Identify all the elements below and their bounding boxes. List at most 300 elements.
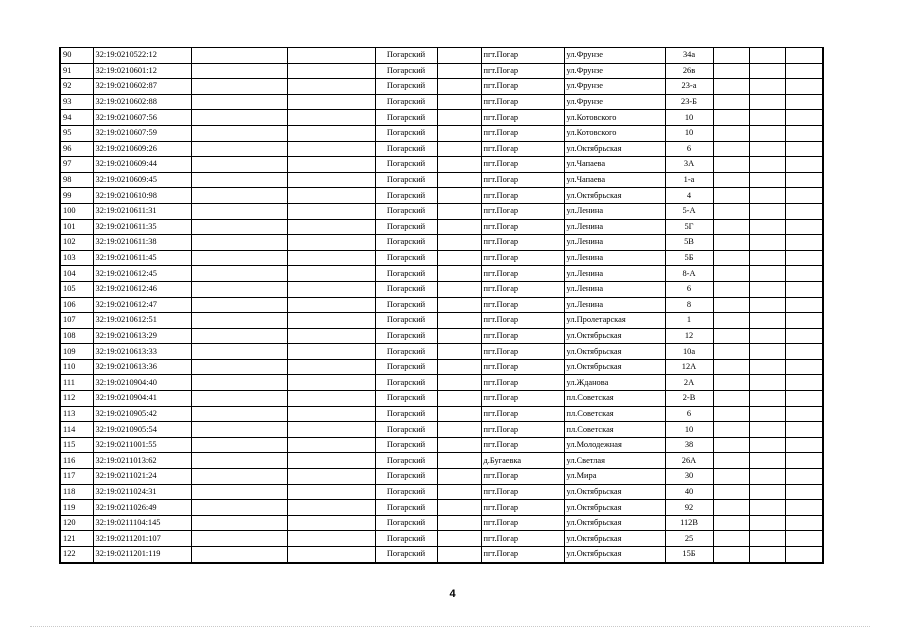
empty-cell [713, 219, 749, 235]
empty-cell [785, 172, 823, 188]
table-row [60, 297, 823, 313]
settlement-cell: пгт.Погар [481, 219, 564, 235]
empty-cell [785, 531, 823, 547]
empty-cell [191, 391, 287, 407]
house-number-cell: 10 [665, 110, 713, 126]
empty-cell [437, 344, 481, 360]
empty-cell [437, 203, 481, 219]
house-number-cell: 25 [665, 531, 713, 547]
empty-cell [749, 453, 785, 469]
district-cell: Погарский [375, 219, 437, 235]
empty-cell [287, 203, 375, 219]
empty-cell [437, 359, 481, 375]
house-number-cell: 38 [665, 437, 713, 453]
table-row [60, 63, 823, 79]
empty-cell [437, 250, 481, 266]
house-number-cell: 26А [665, 453, 713, 469]
empty-cell [785, 219, 823, 235]
row-number-cell: 117 [60, 469, 93, 485]
row-number-cell: 113 [60, 406, 93, 422]
table-row [60, 391, 823, 407]
empty-cell [713, 391, 749, 407]
settlement-cell: пгт.Погар [481, 469, 564, 485]
house-number-cell: 26в [665, 63, 713, 79]
empty-cell [785, 547, 823, 563]
table-row [60, 110, 823, 126]
empty-cell [287, 547, 375, 563]
settlement-cell: пгт.Погар [481, 125, 564, 141]
table-row [60, 531, 823, 547]
empty-cell [287, 94, 375, 110]
empty-cell [437, 235, 481, 251]
empty-cell [785, 79, 823, 95]
empty-cell [713, 515, 749, 531]
row-number-cell: 105 [60, 281, 93, 297]
street-cell: ул.Октябрьская [564, 547, 665, 563]
settlement-cell: пгт.Погар [481, 313, 564, 329]
row-number-cell: 122 [60, 547, 93, 563]
cadastral-number-cell: 32:19:0210905:54 [93, 422, 191, 438]
district-cell: Погарский [375, 110, 437, 126]
empty-cell [785, 110, 823, 126]
district-cell: Погарский [375, 422, 437, 438]
row-number-cell: 114 [60, 422, 93, 438]
cadastral-number-cell: 32:19:0211201:119 [93, 547, 191, 563]
district-cell: Погарский [375, 63, 437, 79]
row-number-cell: 104 [60, 266, 93, 282]
empty-cell [749, 266, 785, 282]
table-row [60, 406, 823, 422]
empty-cell [713, 344, 749, 360]
empty-cell [713, 437, 749, 453]
settlement-cell: пгт.Погар [481, 94, 564, 110]
house-number-cell: 5Б [665, 250, 713, 266]
district-cell: Погарский [375, 500, 437, 516]
empty-cell [191, 515, 287, 531]
cadastral-number-cell: 32:19:0210611:45 [93, 250, 191, 266]
settlement-cell: пгт.Погар [481, 110, 564, 126]
empty-cell [287, 391, 375, 407]
cadastral-number-cell: 32:19:0210612:47 [93, 297, 191, 313]
cadastral-number-cell: 32:19:0210607:56 [93, 110, 191, 126]
empty-cell [713, 188, 749, 204]
street-cell: пл.Советская [564, 391, 665, 407]
street-cell: ул.Ленина [564, 281, 665, 297]
empty-cell [437, 125, 481, 141]
street-cell: ул.Фрунзе [564, 63, 665, 79]
settlement-cell: д.Бугаевка [481, 453, 564, 469]
empty-cell [713, 79, 749, 95]
empty-cell [287, 375, 375, 391]
empty-cell [749, 344, 785, 360]
empty-cell [437, 266, 481, 282]
empty-cell [713, 235, 749, 251]
district-cell: Погарский [375, 328, 437, 344]
cadastral-number-cell: 32:19:0210611:38 [93, 235, 191, 251]
street-cell: ул.Октябрьская [564, 484, 665, 500]
table-row [60, 141, 823, 157]
empty-cell [191, 172, 287, 188]
house-number-cell: 2-В [665, 391, 713, 407]
settlement-cell: пгт.Погар [481, 437, 564, 453]
row-number-cell: 106 [60, 297, 93, 313]
empty-cell [713, 469, 749, 485]
settlement-cell: пгт.Погар [481, 328, 564, 344]
street-cell: ул.Ленина [564, 219, 665, 235]
empty-cell [437, 515, 481, 531]
empty-cell [437, 281, 481, 297]
row-number-cell: 112 [60, 391, 93, 407]
empty-cell [785, 422, 823, 438]
settlement-cell: пгт.Погар [481, 79, 564, 95]
table-row [60, 328, 823, 344]
empty-cell [713, 157, 749, 173]
cadastral-number-cell: 32:19:0210609:45 [93, 172, 191, 188]
empty-cell [287, 110, 375, 126]
empty-cell [713, 297, 749, 313]
empty-cell [749, 531, 785, 547]
empty-cell [749, 281, 785, 297]
empty-cell [287, 406, 375, 422]
cadastral-number-cell: 32:19:0211026:49 [93, 500, 191, 516]
empty-cell [437, 141, 481, 157]
empty-cell [713, 375, 749, 391]
row-number-cell: 92 [60, 79, 93, 95]
district-cell: Погарский [375, 266, 437, 282]
table-row [60, 266, 823, 282]
district-cell: Погарский [375, 141, 437, 157]
district-cell: Погарский [375, 48, 437, 64]
street-cell: ул.Фрунзе [564, 48, 665, 64]
street-cell: ул.Пролетарская [564, 313, 665, 329]
settlement-cell: пгт.Погар [481, 375, 564, 391]
empty-cell [713, 125, 749, 141]
street-cell: ул.Октябрьская [564, 515, 665, 531]
house-number-cell: 15Б [665, 547, 713, 563]
empty-cell [749, 437, 785, 453]
land-register-table [59, 47, 824, 564]
empty-cell [785, 297, 823, 313]
empty-cell [713, 359, 749, 375]
empty-cell [191, 406, 287, 422]
district-cell: Погарский [375, 406, 437, 422]
empty-cell [437, 531, 481, 547]
empty-cell [713, 328, 749, 344]
empty-cell [191, 422, 287, 438]
empty-cell [191, 110, 287, 126]
district-cell: Погарский [375, 79, 437, 95]
empty-cell [785, 157, 823, 173]
empty-cell [437, 406, 481, 422]
empty-cell [287, 172, 375, 188]
empty-cell [287, 125, 375, 141]
house-number-cell: 3А [665, 157, 713, 173]
empty-cell [287, 188, 375, 204]
house-number-cell: 10 [665, 125, 713, 141]
empty-cell [749, 188, 785, 204]
cadastral-number-cell: 32:19:0211013:62 [93, 453, 191, 469]
table-row [60, 344, 823, 360]
row-number-cell: 107 [60, 313, 93, 329]
street-cell: ул.Ленина [564, 203, 665, 219]
empty-cell [191, 250, 287, 266]
empty-cell [287, 422, 375, 438]
empty-cell [437, 391, 481, 407]
street-cell: ул.Котовского [564, 125, 665, 141]
district-cell: Погарский [375, 250, 437, 266]
cadastral-number-cell: 32:19:0210611:35 [93, 219, 191, 235]
empty-cell [287, 484, 375, 500]
table-row [60, 157, 823, 173]
row-number-cell: 110 [60, 359, 93, 375]
street-cell: ул.Чапаева [564, 157, 665, 173]
empty-cell [191, 359, 287, 375]
empty-cell [191, 328, 287, 344]
district-cell: Погарский [375, 281, 437, 297]
empty-cell [191, 94, 287, 110]
settlement-cell: пгт.Погар [481, 359, 564, 375]
settlement-cell: пгт.Погар [481, 266, 564, 282]
row-number-cell: 103 [60, 250, 93, 266]
row-number-cell: 121 [60, 531, 93, 547]
empty-cell [749, 515, 785, 531]
row-number-cell: 93 [60, 94, 93, 110]
street-cell: ул.Молодежная [564, 437, 665, 453]
district-cell: Погарский [375, 484, 437, 500]
street-cell: ул.Октябрьская [564, 188, 665, 204]
empty-cell [287, 500, 375, 516]
empty-cell [191, 203, 287, 219]
row-number-cell: 111 [60, 375, 93, 391]
house-number-cell: 34а [665, 48, 713, 64]
settlement-cell: пгт.Погар [481, 515, 564, 531]
district-cell: Погарский [375, 235, 437, 251]
table-row [60, 500, 823, 516]
empty-cell [287, 515, 375, 531]
row-number-cell: 95 [60, 125, 93, 141]
table-row [60, 437, 823, 453]
row-number-cell: 108 [60, 328, 93, 344]
house-number-cell: 5В [665, 235, 713, 251]
district-cell: Погарский [375, 437, 437, 453]
empty-cell [713, 313, 749, 329]
cadastral-number-cell: 32:19:0210611:31 [93, 203, 191, 219]
settlement-cell: пгт.Погар [481, 157, 564, 173]
table-row [60, 250, 823, 266]
house-number-cell: 92 [665, 500, 713, 516]
cadastral-number-cell: 32:19:0211001:55 [93, 437, 191, 453]
street-cell: ул.Октябрьская [564, 344, 665, 360]
settlement-cell: пгт.Погар [481, 203, 564, 219]
empty-cell [785, 344, 823, 360]
empty-cell [287, 63, 375, 79]
district-cell: Погарский [375, 375, 437, 391]
empty-cell [785, 406, 823, 422]
empty-cell [191, 375, 287, 391]
empty-cell [713, 547, 749, 563]
row-number-cell: 118 [60, 484, 93, 500]
cadastral-number-cell: 32:19:0210609:44 [93, 157, 191, 173]
empty-cell [437, 313, 481, 329]
cadastral-number-cell: 32:19:0210612:46 [93, 281, 191, 297]
empty-cell [287, 141, 375, 157]
house-number-cell: 8 [665, 297, 713, 313]
table-row [60, 515, 823, 531]
table-row [60, 203, 823, 219]
district-cell: Погарский [375, 547, 437, 563]
street-cell: ул.Октябрьская [564, 359, 665, 375]
table-row [60, 188, 823, 204]
house-number-cell: 30 [665, 469, 713, 485]
empty-cell [191, 547, 287, 563]
settlement-cell: пгт.Погар [481, 344, 564, 360]
house-number-cell: 10 [665, 422, 713, 438]
empty-cell [287, 266, 375, 282]
empty-cell [749, 547, 785, 563]
empty-cell [785, 63, 823, 79]
empty-cell [785, 48, 823, 64]
empty-cell [713, 172, 749, 188]
empty-cell [749, 141, 785, 157]
house-number-cell: 8-А [665, 266, 713, 282]
empty-cell [191, 313, 287, 329]
table-row [60, 125, 823, 141]
street-cell: ул.Ленина [564, 250, 665, 266]
district-cell: Погарский [375, 188, 437, 204]
row-number-cell: 116 [60, 453, 93, 469]
empty-cell [287, 313, 375, 329]
cadastral-number-cell: 32:19:0211021:24 [93, 469, 191, 485]
empty-cell [785, 281, 823, 297]
empty-cell [287, 79, 375, 95]
district-cell: Погарский [375, 359, 437, 375]
empty-cell [437, 297, 481, 313]
empty-cell [437, 547, 481, 563]
empty-cell [785, 125, 823, 141]
empty-cell [713, 500, 749, 516]
street-cell: пл.Советская [564, 422, 665, 438]
page-number: 4 [449, 588, 456, 600]
cadastral-number-cell: 32:19:0211024:31 [93, 484, 191, 500]
cadastral-number-cell: 32:19:0210602:87 [93, 79, 191, 95]
empty-cell [287, 469, 375, 485]
empty-cell [191, 266, 287, 282]
settlement-cell: пгт.Погар [481, 172, 564, 188]
empty-cell [437, 94, 481, 110]
empty-cell [749, 391, 785, 407]
empty-cell [749, 375, 785, 391]
empty-cell [191, 484, 287, 500]
table-row [60, 219, 823, 235]
table-row [60, 469, 823, 485]
empty-cell [749, 406, 785, 422]
empty-cell [191, 157, 287, 173]
empty-cell [437, 157, 481, 173]
settlement-cell: пгт.Погар [481, 281, 564, 297]
house-number-cell: 1-а [665, 172, 713, 188]
empty-cell [785, 328, 823, 344]
street-cell: ул.Фрунзе [564, 94, 665, 110]
street-cell: ул.Котовского [564, 110, 665, 126]
cadastral-number-cell: 32:19:0210602:88 [93, 94, 191, 110]
empty-cell [287, 453, 375, 469]
empty-cell [191, 63, 287, 79]
empty-cell [713, 48, 749, 64]
empty-cell [785, 453, 823, 469]
district-cell: Погарский [375, 469, 437, 485]
street-cell: ул.Ленина [564, 297, 665, 313]
empty-cell [749, 157, 785, 173]
table-row [60, 453, 823, 469]
empty-cell [191, 281, 287, 297]
empty-cell [749, 235, 785, 251]
cadastral-number-cell: 32:19:0210904:41 [93, 391, 191, 407]
district-cell: Погарский [375, 344, 437, 360]
cadastral-number-cell: 32:19:0210613:29 [93, 328, 191, 344]
street-cell: ул.Ленина [564, 266, 665, 282]
empty-cell [287, 250, 375, 266]
empty-cell [191, 188, 287, 204]
empty-cell [749, 422, 785, 438]
house-number-cell: 112В [665, 515, 713, 531]
row-number-cell: 98 [60, 172, 93, 188]
empty-cell [437, 453, 481, 469]
table-row [60, 172, 823, 188]
cadastral-number-cell: 32:19:0210610:98 [93, 188, 191, 204]
street-cell: ул.Фрунзе [564, 79, 665, 95]
empty-cell [713, 250, 749, 266]
empty-cell [713, 110, 749, 126]
empty-cell [785, 250, 823, 266]
empty-cell [785, 313, 823, 329]
house-number-cell: 5Г [665, 219, 713, 235]
empty-cell [191, 453, 287, 469]
row-number-cell: 99 [60, 188, 93, 204]
district-cell: Погарский [375, 453, 437, 469]
empty-cell [191, 141, 287, 157]
house-number-cell: 2А [665, 375, 713, 391]
empty-cell [191, 437, 287, 453]
empty-cell [437, 375, 481, 391]
district-cell: Погарский [375, 172, 437, 188]
empty-cell [785, 515, 823, 531]
empty-cell [713, 266, 749, 282]
empty-cell [287, 531, 375, 547]
house-number-cell: 23-Б [665, 94, 713, 110]
settlement-cell: пгт.Погар [481, 500, 564, 516]
empty-cell [191, 344, 287, 360]
settlement-cell: пгт.Погар [481, 547, 564, 563]
row-number-cell: 90 [60, 48, 93, 64]
empty-cell [437, 110, 481, 126]
empty-cell [713, 141, 749, 157]
empty-cell [287, 344, 375, 360]
street-cell: ул.Октябрьская [564, 531, 665, 547]
empty-cell [785, 266, 823, 282]
empty-cell [437, 422, 481, 438]
district-cell: Погарский [375, 125, 437, 141]
empty-cell [749, 297, 785, 313]
row-number-cell: 102 [60, 235, 93, 251]
cadastral-number-cell: 32:19:0211104:145 [93, 515, 191, 531]
house-number-cell: 6 [665, 406, 713, 422]
table-row [60, 484, 823, 500]
register-body [60, 48, 823, 563]
empty-cell [749, 469, 785, 485]
settlement-cell: пгт.Погар [481, 48, 564, 64]
house-number-cell: 6 [665, 141, 713, 157]
empty-cell [191, 219, 287, 235]
